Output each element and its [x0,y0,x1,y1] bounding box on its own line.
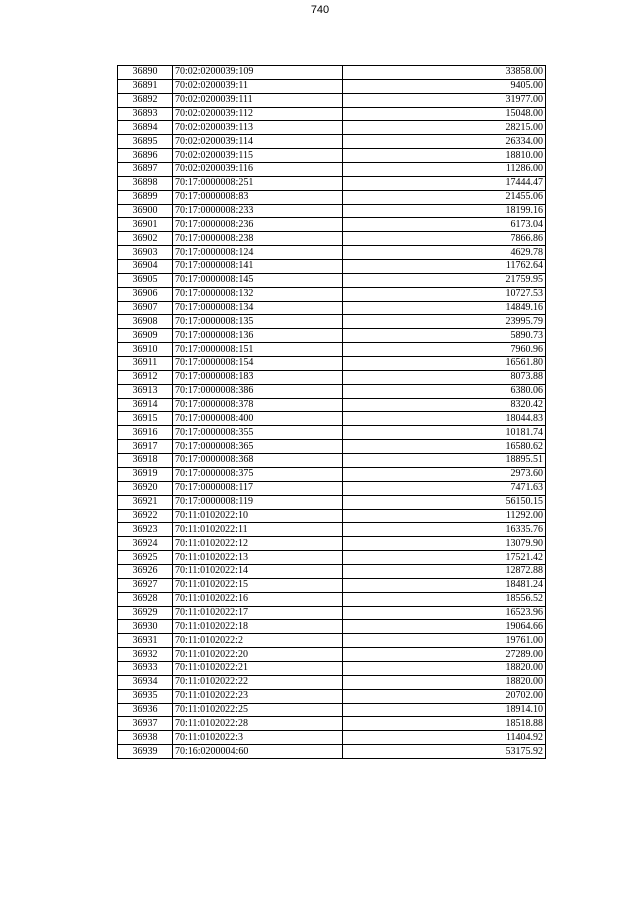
table-row [118,467,546,481]
cadastral-number-cell: 70:11:0102022:22 [173,675,343,689]
table-row [118,273,546,287]
row-number-cell: 36933 [118,661,173,675]
value-cell: 16580.62 [343,440,546,454]
cadastral-number-cell: 70:02:0200039:111 [173,93,343,107]
cadastral-number-cell: 70:17:0000008:124 [173,246,343,260]
row-number-cell: 36916 [118,426,173,440]
cadastral-number-cell: 70:11:0102022:20 [173,648,343,662]
row-number-cell: 36913 [118,384,173,398]
row-number-cell: 36910 [118,343,173,357]
cadastral-number-cell: 70:11:0102022:16 [173,592,343,606]
table-row [118,661,546,675]
table-row [118,66,546,80]
value-cell: 19064.66 [343,620,546,634]
table-row [118,440,546,454]
value-cell: 10727.53 [343,287,546,301]
value-cell: 14849.16 [343,301,546,315]
table-row [118,190,546,204]
row-number-cell: 36893 [118,107,173,121]
cadastral-number-cell: 70:02:0200039:116 [173,163,343,177]
table-row [118,121,546,135]
cadastral-number-cell: 70:17:0000008:136 [173,329,343,343]
row-number-cell: 36917 [118,440,173,454]
row-number-cell: 36918 [118,454,173,468]
row-number-cell: 36922 [118,509,173,523]
row-number-cell: 36900 [118,204,173,218]
row-number-cell: 36923 [118,523,173,537]
cadastral-number-cell: 70:02:0200039:115 [173,149,343,163]
value-cell: 16335.76 [343,523,546,537]
row-number-cell: 36935 [118,689,173,703]
value-cell: 6173.04 [343,218,546,232]
cadastral-number-cell: 70:17:0000008:151 [173,343,343,357]
value-cell: 27289.00 [343,648,546,662]
row-number-cell: 36903 [118,246,173,260]
row-number-cell: 36898 [118,176,173,190]
row-number-cell: 36938 [118,731,173,745]
table-row [118,343,546,357]
cadastral-number-cell: 70:17:0000008:117 [173,481,343,495]
value-cell: 13079.90 [343,537,546,551]
cadastral-number-cell: 70:11:0102022:17 [173,606,343,620]
value-cell: 11292.00 [343,509,546,523]
table-row [118,509,546,523]
row-number-cell: 36925 [118,551,173,565]
row-number-cell: 36909 [118,329,173,343]
value-cell: 18481.24 [343,578,546,592]
cadastral-number-cell: 70:11:0102022:21 [173,661,343,675]
value-cell: 6380.06 [343,384,546,398]
cadastral-number-cell: 70:02:0200039:113 [173,121,343,135]
cadastral-number-cell: 70:17:0000008:386 [173,384,343,398]
cadastral-number-cell: 70:17:0000008:132 [173,287,343,301]
table-row [118,620,546,634]
table-row [118,731,546,745]
cadastral-number-cell: 70:17:0000008:238 [173,232,343,246]
row-number-cell: 36927 [118,578,173,592]
row-number-cell: 36907 [118,301,173,315]
cadastral-number-cell: 70:11:0102022:12 [173,537,343,551]
value-cell: 31977.00 [343,93,546,107]
table-row [118,523,546,537]
cadastral-number-cell: 70:11:0102022:25 [173,703,343,717]
cadastral-number-cell: 70:17:0000008:135 [173,315,343,329]
cadastral-number-cell: 70:17:0000008:83 [173,190,343,204]
table-row [118,578,546,592]
row-number-cell: 36932 [118,648,173,662]
table-row [118,218,546,232]
row-number-cell: 36920 [118,481,173,495]
table-row [118,537,546,551]
row-number-cell: 36921 [118,495,173,509]
row-number-cell: 36894 [118,121,173,135]
cadastral-number-cell: 70:17:0000008:251 [173,176,343,190]
cadastral-number-cell: 70:17:0000008:134 [173,301,343,315]
value-cell: 53175.92 [343,745,546,759]
value-cell: 18518.88 [343,717,546,731]
row-number-cell: 36897 [118,163,173,177]
cadastral-number-cell: 70:17:0000008:119 [173,495,343,509]
table-row [118,232,546,246]
cadastral-number-cell: 70:17:0000008:145 [173,273,343,287]
value-cell: 9405.00 [343,79,546,93]
cadastral-number-cell: 70:11:0102022:3 [173,731,343,745]
value-cell: 18810.00 [343,149,546,163]
value-cell: 26334.00 [343,135,546,149]
value-cell: 17521.42 [343,551,546,565]
table-row [118,398,546,412]
row-number-cell: 36896 [118,149,173,163]
table-row [118,315,546,329]
cadastral-number-cell: 70:17:0000008:400 [173,412,343,426]
table-row [118,370,546,384]
table-row [118,648,546,662]
value-cell: 18044.83 [343,412,546,426]
row-number-cell: 36930 [118,620,173,634]
table-row [118,260,546,274]
table-row [118,689,546,703]
value-cell: 8073.88 [343,370,546,384]
table-body [118,66,546,759]
cadastral-number-cell: 70:11:0102022:10 [173,509,343,523]
cadastral-number-cell: 70:11:0102022:13 [173,551,343,565]
cadastral-number-cell: 70:02:0200039:114 [173,135,343,149]
row-number-cell: 36934 [118,675,173,689]
table-row [118,717,546,731]
cadastral-number-cell: 70:16:0200004:60 [173,745,343,759]
cadastral-number-cell: 70:17:0000008:355 [173,426,343,440]
row-number-cell: 36906 [118,287,173,301]
table-row [118,551,546,565]
table-row [118,703,546,717]
table-row [118,287,546,301]
row-number-cell: 36926 [118,564,173,578]
row-number-cell: 36901 [118,218,173,232]
value-cell: 10181.74 [343,426,546,440]
cadastral-number-cell: 70:17:0000008:154 [173,357,343,371]
value-cell: 28215.00 [343,121,546,135]
value-cell: 18820.00 [343,661,546,675]
value-cell: 20702.00 [343,689,546,703]
value-cell: 17444.47 [343,176,546,190]
row-number-cell: 36904 [118,260,173,274]
table-row [118,454,546,468]
value-cell: 7471.63 [343,481,546,495]
cadastral-number-cell: 70:02:0200039:109 [173,66,343,80]
value-cell: 21759.95 [343,273,546,287]
table-row [118,606,546,620]
table-row [118,634,546,648]
page-number: 740 [310,4,330,16]
cadastral-number-cell: 70:17:0000008:233 [173,204,343,218]
table-row [118,412,546,426]
value-cell: 11286.00 [343,163,546,177]
cadastral-number-cell: 70:11:0102022:28 [173,717,343,731]
row-number-cell: 36912 [118,370,173,384]
value-cell: 18820.00 [343,675,546,689]
row-number-cell: 36908 [118,315,173,329]
value-cell: 16561.80 [343,357,546,371]
cadastral-number-cell: 70:11:0102022:15 [173,578,343,592]
cadastral-number-cell: 70:11:0102022:18 [173,620,343,634]
row-number-cell: 36939 [118,745,173,759]
row-number-cell: 36914 [118,398,173,412]
cadastral-number-cell: 70:02:0200039:112 [173,107,343,121]
value-cell: 56150.15 [343,495,546,509]
row-number-cell: 36919 [118,467,173,481]
row-number-cell: 36931 [118,634,173,648]
row-number-cell: 36895 [118,135,173,149]
row-number-cell: 36905 [118,273,173,287]
cadastral-number-cell: 70:11:0102022:23 [173,689,343,703]
row-number-cell: 36928 [118,592,173,606]
row-number-cell: 36899 [118,190,173,204]
row-number-cell: 36892 [118,93,173,107]
value-cell: 16523.96 [343,606,546,620]
value-cell: 11404.92 [343,731,546,745]
row-number-cell: 36891 [118,79,173,93]
row-number-cell: 36936 [118,703,173,717]
table-row [118,495,546,509]
value-cell: 7960.96 [343,343,546,357]
cadastral-number-cell: 70:17:0000008:183 [173,370,343,384]
table-row [118,745,546,759]
value-cell: 33858.00 [343,66,546,80]
table-row [118,107,546,121]
value-cell: 15048.00 [343,107,546,121]
table-row [118,592,546,606]
row-number-cell: 36924 [118,537,173,551]
cadastral-number-cell: 70:02:0200039:11 [173,79,343,93]
table-row [118,204,546,218]
table-row [118,93,546,107]
cadastral-number-cell: 70:11:0102022:2 [173,634,343,648]
table-row [118,675,546,689]
cadastral-number-cell: 70:17:0000008:368 [173,454,343,468]
table-row [118,176,546,190]
row-number-cell: 36929 [118,606,173,620]
cadastral-number-cell: 70:11:0102022:14 [173,564,343,578]
cadastral-number-cell: 70:17:0000008:365 [173,440,343,454]
cadastral-number-cell: 70:17:0000008:141 [173,260,343,274]
value-cell: 8320.42 [343,398,546,412]
value-cell: 21455.06 [343,190,546,204]
value-cell: 18199.16 [343,204,546,218]
cadastral-number-cell: 70:17:0000008:375 [173,467,343,481]
value-cell: 7866.86 [343,232,546,246]
row-number-cell: 36911 [118,357,173,371]
table-row [118,149,546,163]
value-cell: 12872.88 [343,564,546,578]
table-row [118,426,546,440]
table-row [118,135,546,149]
cadastral-number-cell: 70:17:0000008:236 [173,218,343,232]
cadastral-number-cell: 70:17:0000008:378 [173,398,343,412]
table-row [118,301,546,315]
cadastral-number-cell: 70:11:0102022:11 [173,523,343,537]
table-row [118,384,546,398]
value-cell: 2973.60 [343,467,546,481]
value-cell: 18895.51 [343,454,546,468]
cadastral-value-table [117,65,546,759]
row-number-cell: 36890 [118,66,173,80]
table-row [118,357,546,371]
table-row [118,481,546,495]
table-row [118,329,546,343]
table-row [118,79,546,93]
value-cell: 23995.79 [343,315,546,329]
table-row [118,246,546,260]
value-cell: 5890.73 [343,329,546,343]
value-cell: 18556.52 [343,592,546,606]
row-number-cell: 36937 [118,717,173,731]
value-cell: 11762.64 [343,260,546,274]
row-number-cell: 36915 [118,412,173,426]
value-cell: 19761.00 [343,634,546,648]
row-number-cell: 36902 [118,232,173,246]
value-cell: 4629.78 [343,246,546,260]
table-row [118,564,546,578]
value-cell: 18914.10 [343,703,546,717]
table-row [118,163,546,177]
